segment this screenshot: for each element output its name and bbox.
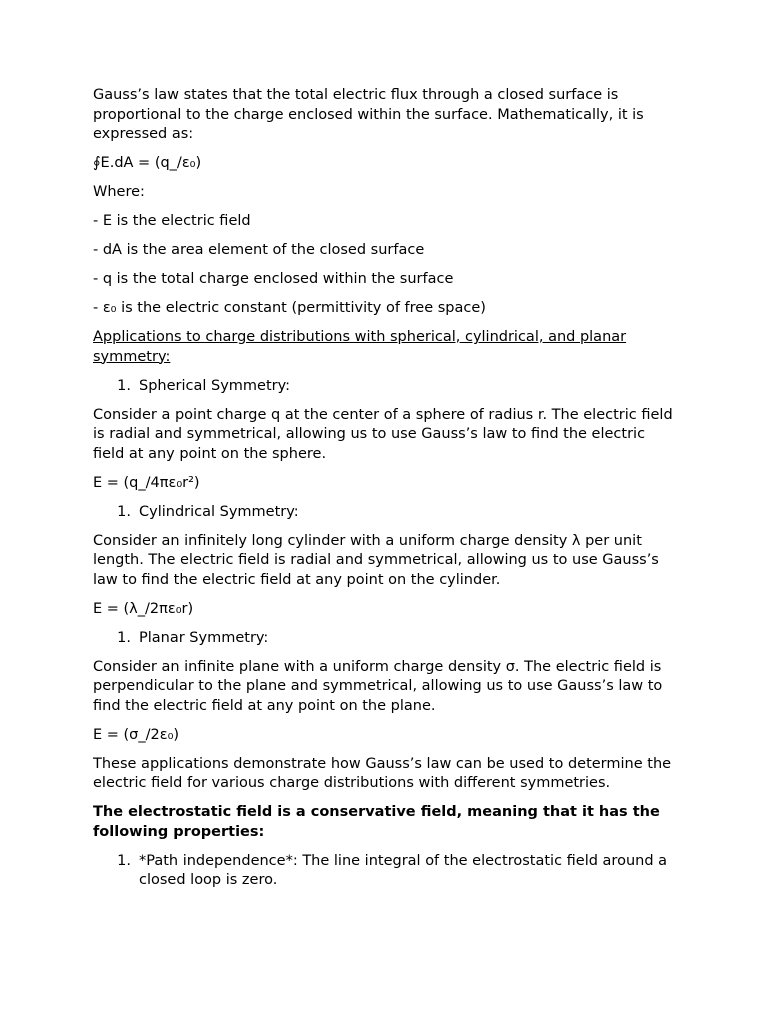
section-title: Planar Symmetry: [139,629,269,646]
list-number: 1. [117,503,131,520]
section-cylindrical-body: Consider an infinitely long cylinder with a uniform charge density λ per unit length. The electric field is radial and symmetrical, allowing us to use Gauss’s law to find the electric field at any point on the cylinder. [93,532,659,588]
section-cylindrical-title [93,503,678,523]
conclusion-paragraph: These applications demonstrate how Gauss’s law can be used to determine the electric field for various charge distributions with different symmetries. [93,755,672,791]
section-spherical-body: Consider a point charge q at the center of a sphere of radius r. The electric field is radial and symmetrical, allowing us to use Gauss’s law to find the electric field at any point on the sphere. [93,406,673,462]
definition-charge: - q is the total charge enclosed within the surface [93,271,454,287]
section-title: Cylindrical Symmetry: [139,503,299,520]
section-spherical-title [93,377,678,397]
definition-permittivity: - ε₀ is the electric constant (permittivity of free space) [93,300,486,316]
list-number: 1. [117,377,131,394]
property-text: *Path independence*: The line integral of the electrostatic field around a closed loop is zero. [139,852,668,888]
list-number: 1. [117,629,131,646]
section-spherical-equation: E = (q_/4πε₀r²) [93,474,200,491]
section-planar-equation: E = (σ_/2ε₀) [93,726,180,743]
section-planar-body: Consider an infinite plane with a uniform charge density σ. The electric field is perpendicular to the plane and symmetrical, allowing us to use Gauss’s law to find the electric field at any point on the plane. [93,658,663,714]
intro-paragraph: Gauss’s law states that the total electric flux through a closed surface is proportional to the charge enclosed within the surface. Mathematically, it is expressed as: [93,87,644,142]
gauss-law-equation: ∮E.dA = (q_/ε₀) [93,155,202,171]
document-page [93,86,678,900]
applications-heading: Applications to charge distributions with spherical, cylindrical, and planar symmetry: [93,329,627,365]
definition-electric-field: - E is the electric field [93,213,251,229]
section-title: Spherical Symmetry: [139,377,291,394]
section-planar-title [93,629,678,649]
list-number: 1. [117,852,131,869]
section-cylindrical-equation: E = (λ_/2πε₀r) [93,600,194,617]
where-label: Where: [93,184,145,200]
property-path-independence [93,852,678,891]
conservative-field-heading: The electrostatic field is a conservative field, meaning that it has the following properties: [93,804,660,840]
definition-area-element: - dA is the area element of the closed surface [93,242,425,258]
